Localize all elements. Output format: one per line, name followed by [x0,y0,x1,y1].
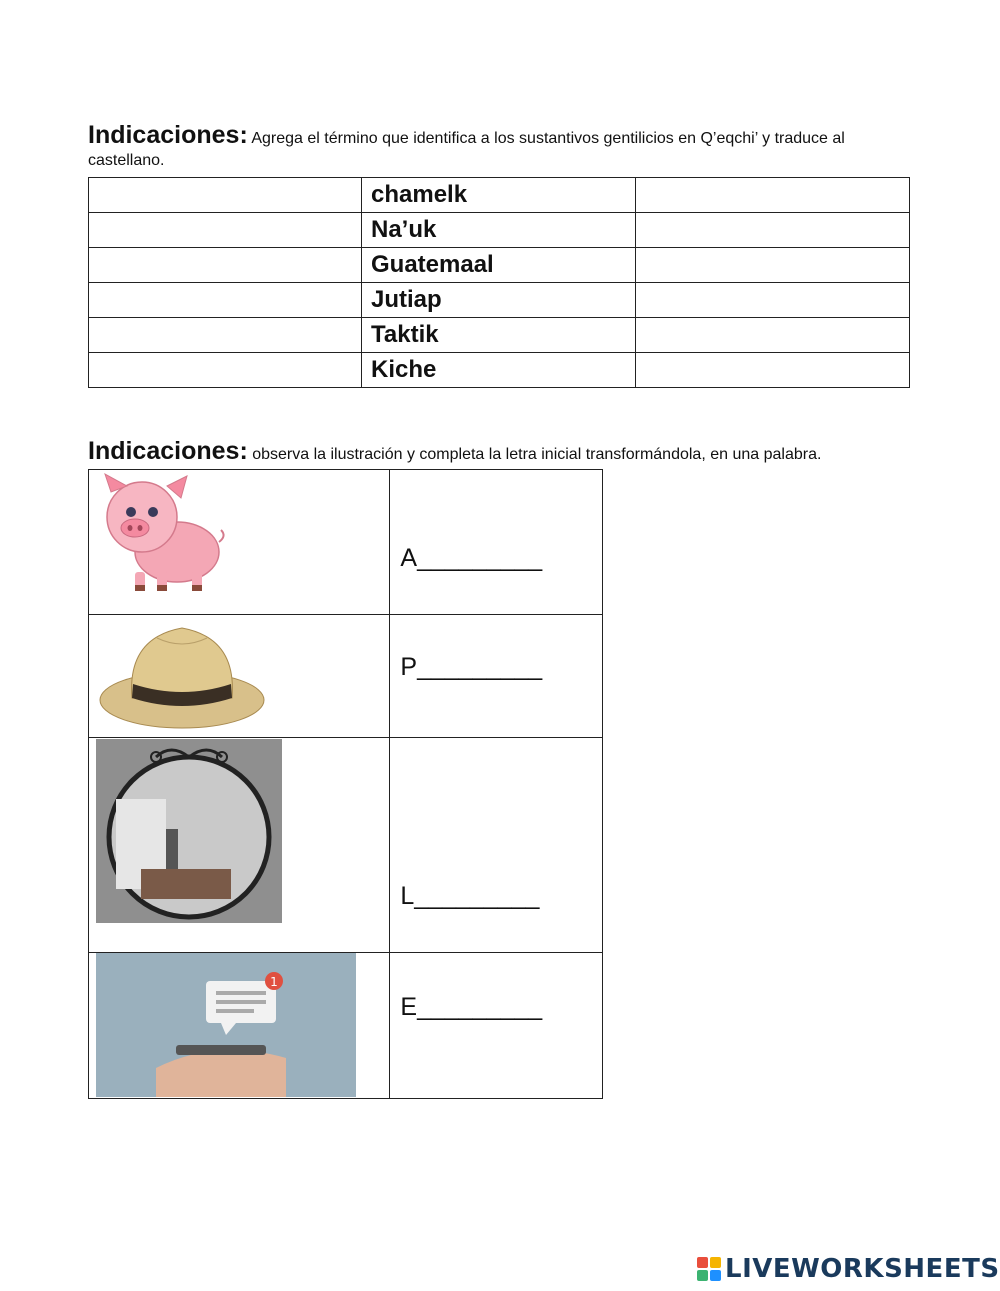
word-cell: Guatemaal [362,248,636,283]
table-row [89,248,910,283]
mirror-icon [96,739,282,923]
answer-cell-right[interactable] [636,178,910,213]
svg-text:1: 1 [270,975,278,989]
answer-cell-left[interactable] [89,353,362,388]
word-cell: Na’uk [362,213,636,248]
answer-prompt[interactable]: A_________ [400,544,543,572]
answer-prompt[interactable]: L_________ [400,882,540,910]
answer-prompt[interactable]: E_________ [400,993,543,1021]
answer-cell-left[interactable] [89,318,362,353]
hat-icon [97,618,267,733]
answer-cell-left[interactable] [89,213,362,248]
table-row [89,738,603,953]
answer-cell-left[interactable] [89,248,362,283]
table-row [89,213,910,248]
word-cell: Jutiap [362,283,636,318]
pig-icon [97,472,227,597]
answer-cell-right[interactable] [636,283,910,318]
answer-cell-left[interactable] [89,283,362,318]
instructions-2 [88,436,908,467]
answer-cell-right[interactable] [636,353,910,388]
table-row [89,615,603,738]
liveworksheets-logo [697,1254,1000,1284]
image-cell [89,470,390,615]
gentilicios-table [88,177,910,388]
word-cell: Taktik [362,318,636,353]
image-cell [89,953,390,1099]
table-row [89,470,603,615]
instructions-2-text: observa la ilustración y completa la letra inicial transformándola, en una palabra. [247,446,822,463]
answer-cell-right[interactable] [636,213,910,248]
answer-prompt[interactable]: P_________ [400,653,543,681]
answer-cell[interactable] [390,615,603,738]
instructions-1-text: Agrega el término que identifica a los sustantivos gentilicios en Q’eqchi’ y traduce al castellano. [88,130,845,170]
instructions-1-lead: Indicaciones: [88,121,248,149]
table-row [89,178,910,213]
answer-cell[interactable] [390,953,603,1099]
table-row [89,953,603,1099]
table-row [89,353,910,388]
table-row [89,318,910,353]
instructions-2-lead: Indicaciones: [88,437,248,465]
answer-cell[interactable] [390,470,603,615]
image-cell [89,738,390,953]
answer-cell-left[interactable] [89,178,362,213]
instructions-1 [88,120,908,171]
illustration-table [88,469,603,1099]
phone-message-icon [96,953,356,1097]
logo-blocks-icon [697,1257,721,1281]
table-row [89,283,910,318]
logo-text: LIVEWORKSHEETS [725,1254,1000,1284]
answer-cell-right[interactable] [636,318,910,353]
image-cell [89,615,390,738]
answer-cell-right[interactable] [636,248,910,283]
word-cell: Kiche [362,353,636,388]
word-cell: chamelk [362,178,636,213]
answer-cell[interactable] [390,738,603,953]
